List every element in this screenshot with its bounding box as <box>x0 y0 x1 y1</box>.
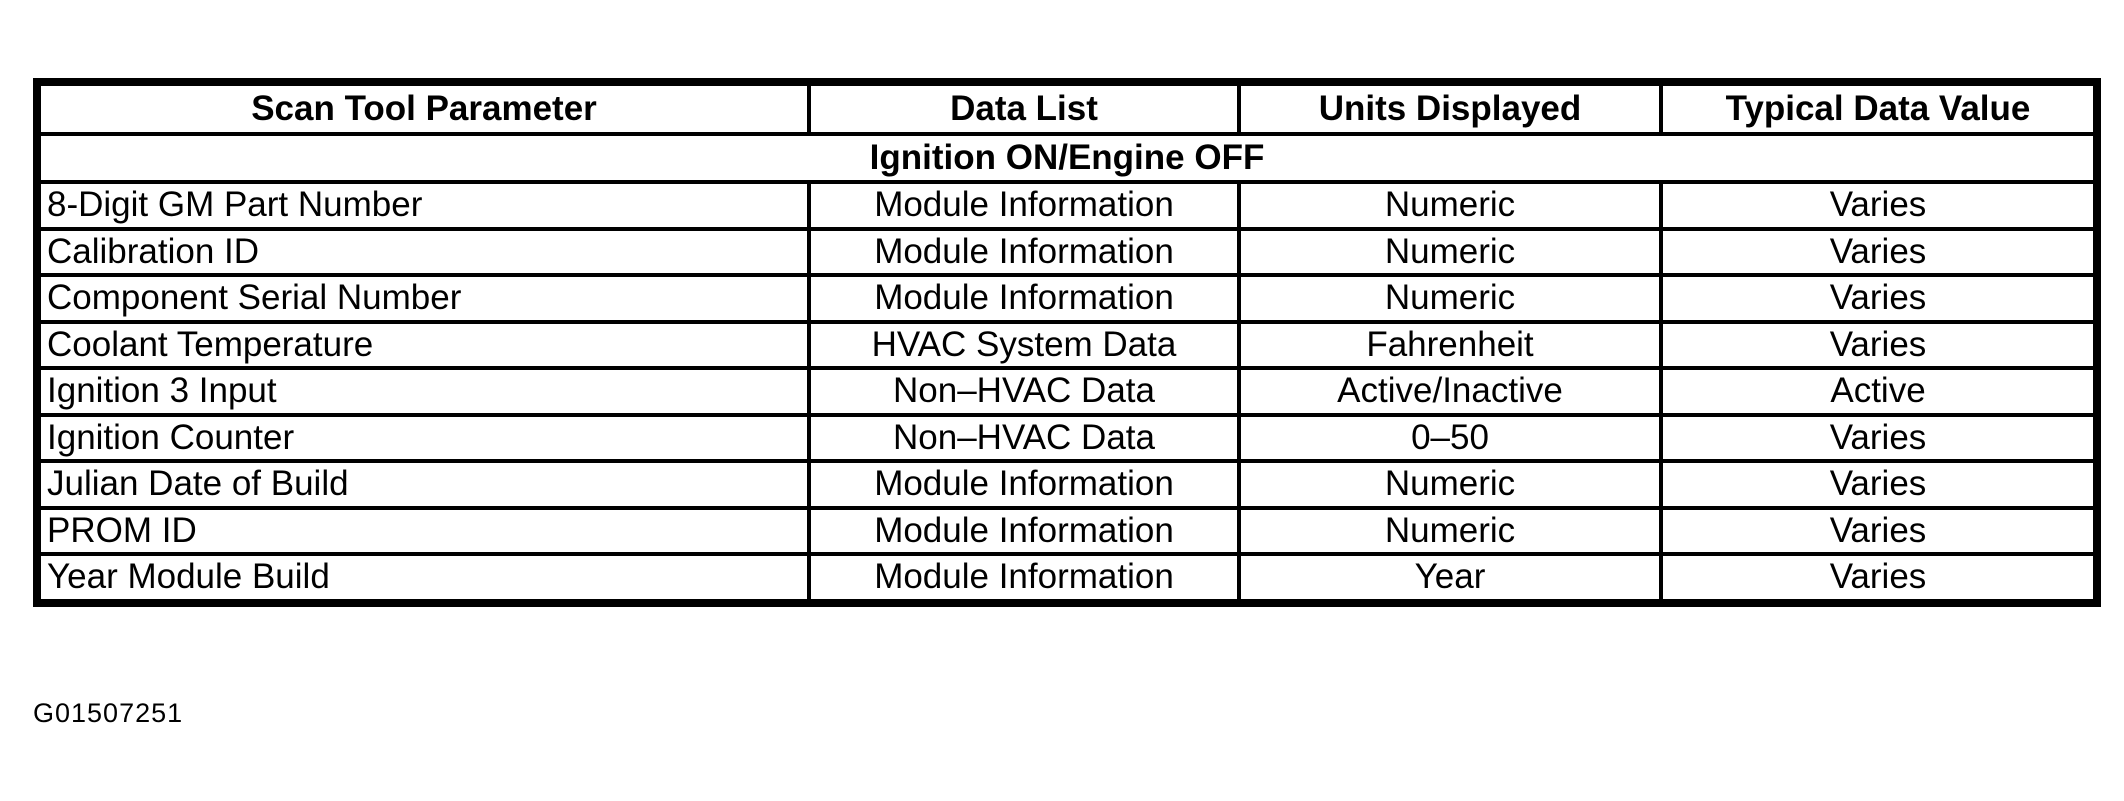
cell-parameter: Calibration ID <box>37 229 809 276</box>
cell-data-list: Module Information <box>809 508 1239 555</box>
cell-units: Active/Inactive <box>1239 368 1661 415</box>
cell-value: Varies <box>1661 461 2097 508</box>
cell-value: Varies <box>1661 554 2097 603</box>
cell-value: Varies <box>1661 508 2097 555</box>
header-data-list: Data List <box>809 82 1239 134</box>
table-row <box>37 229 2097 276</box>
cell-value: Varies <box>1661 229 2097 276</box>
cell-units: Numeric <box>1239 229 1661 276</box>
table-row <box>37 368 2097 415</box>
cell-units: Year <box>1239 554 1661 603</box>
cell-value: Varies <box>1661 182 2097 229</box>
cell-units: Numeric <box>1239 508 1661 555</box>
cell-data-list: Module Information <box>809 229 1239 276</box>
cell-data-list: Non–HVAC Data <box>809 368 1239 415</box>
table-row <box>37 508 2097 555</box>
cell-units: Numeric <box>1239 461 1661 508</box>
table-row <box>37 415 2097 462</box>
cell-data-list: Module Information <box>809 275 1239 322</box>
cell-data-list: Module Information <box>809 554 1239 603</box>
table-row <box>37 554 2097 603</box>
scan-tool-parameter-table <box>33 78 2101 607</box>
cell-parameter: Ignition Counter <box>37 415 809 462</box>
header-row <box>37 82 2097 134</box>
header-typical-data-value: Typical Data Value <box>1661 82 2097 134</box>
cell-parameter: Component Serial Number <box>37 275 809 322</box>
cell-value: Varies <box>1661 415 2097 462</box>
section-title: Ignition ON/Engine OFF <box>37 134 2097 182</box>
figure-id: G01507251 <box>33 698 184 728</box>
table-row <box>37 322 2097 369</box>
cell-units: 0–50 <box>1239 415 1661 462</box>
header-units-displayed: Units Displayed <box>1239 82 1661 134</box>
cell-parameter: Coolant Temperature <box>37 322 809 369</box>
cell-parameter: Julian Date of Build <box>37 461 809 508</box>
section-row <box>37 134 2097 182</box>
table-row <box>37 461 2097 508</box>
cell-data-list: HVAC System Data <box>809 322 1239 369</box>
cell-value: Varies <box>1661 275 2097 322</box>
cell-data-list: Module Information <box>809 182 1239 229</box>
cell-units: Numeric <box>1239 182 1661 229</box>
cell-value: Varies <box>1661 322 2097 369</box>
cell-units: Numeric <box>1239 275 1661 322</box>
cell-units: Fahrenheit <box>1239 322 1661 369</box>
cell-data-list: Module Information <box>809 461 1239 508</box>
cell-data-list: Non–HVAC Data <box>809 415 1239 462</box>
cell-parameter: Ignition 3 Input <box>37 368 809 415</box>
header-scan-tool-parameter: Scan Tool Parameter <box>37 82 809 134</box>
cell-parameter: PROM ID <box>37 508 809 555</box>
table-row <box>37 275 2097 322</box>
cell-value: Active <box>1661 368 2097 415</box>
cell-parameter: 8-Digit GM Part Number <box>37 182 809 229</box>
table-row <box>37 182 2097 229</box>
cell-parameter: Year Module Build <box>37 554 809 603</box>
